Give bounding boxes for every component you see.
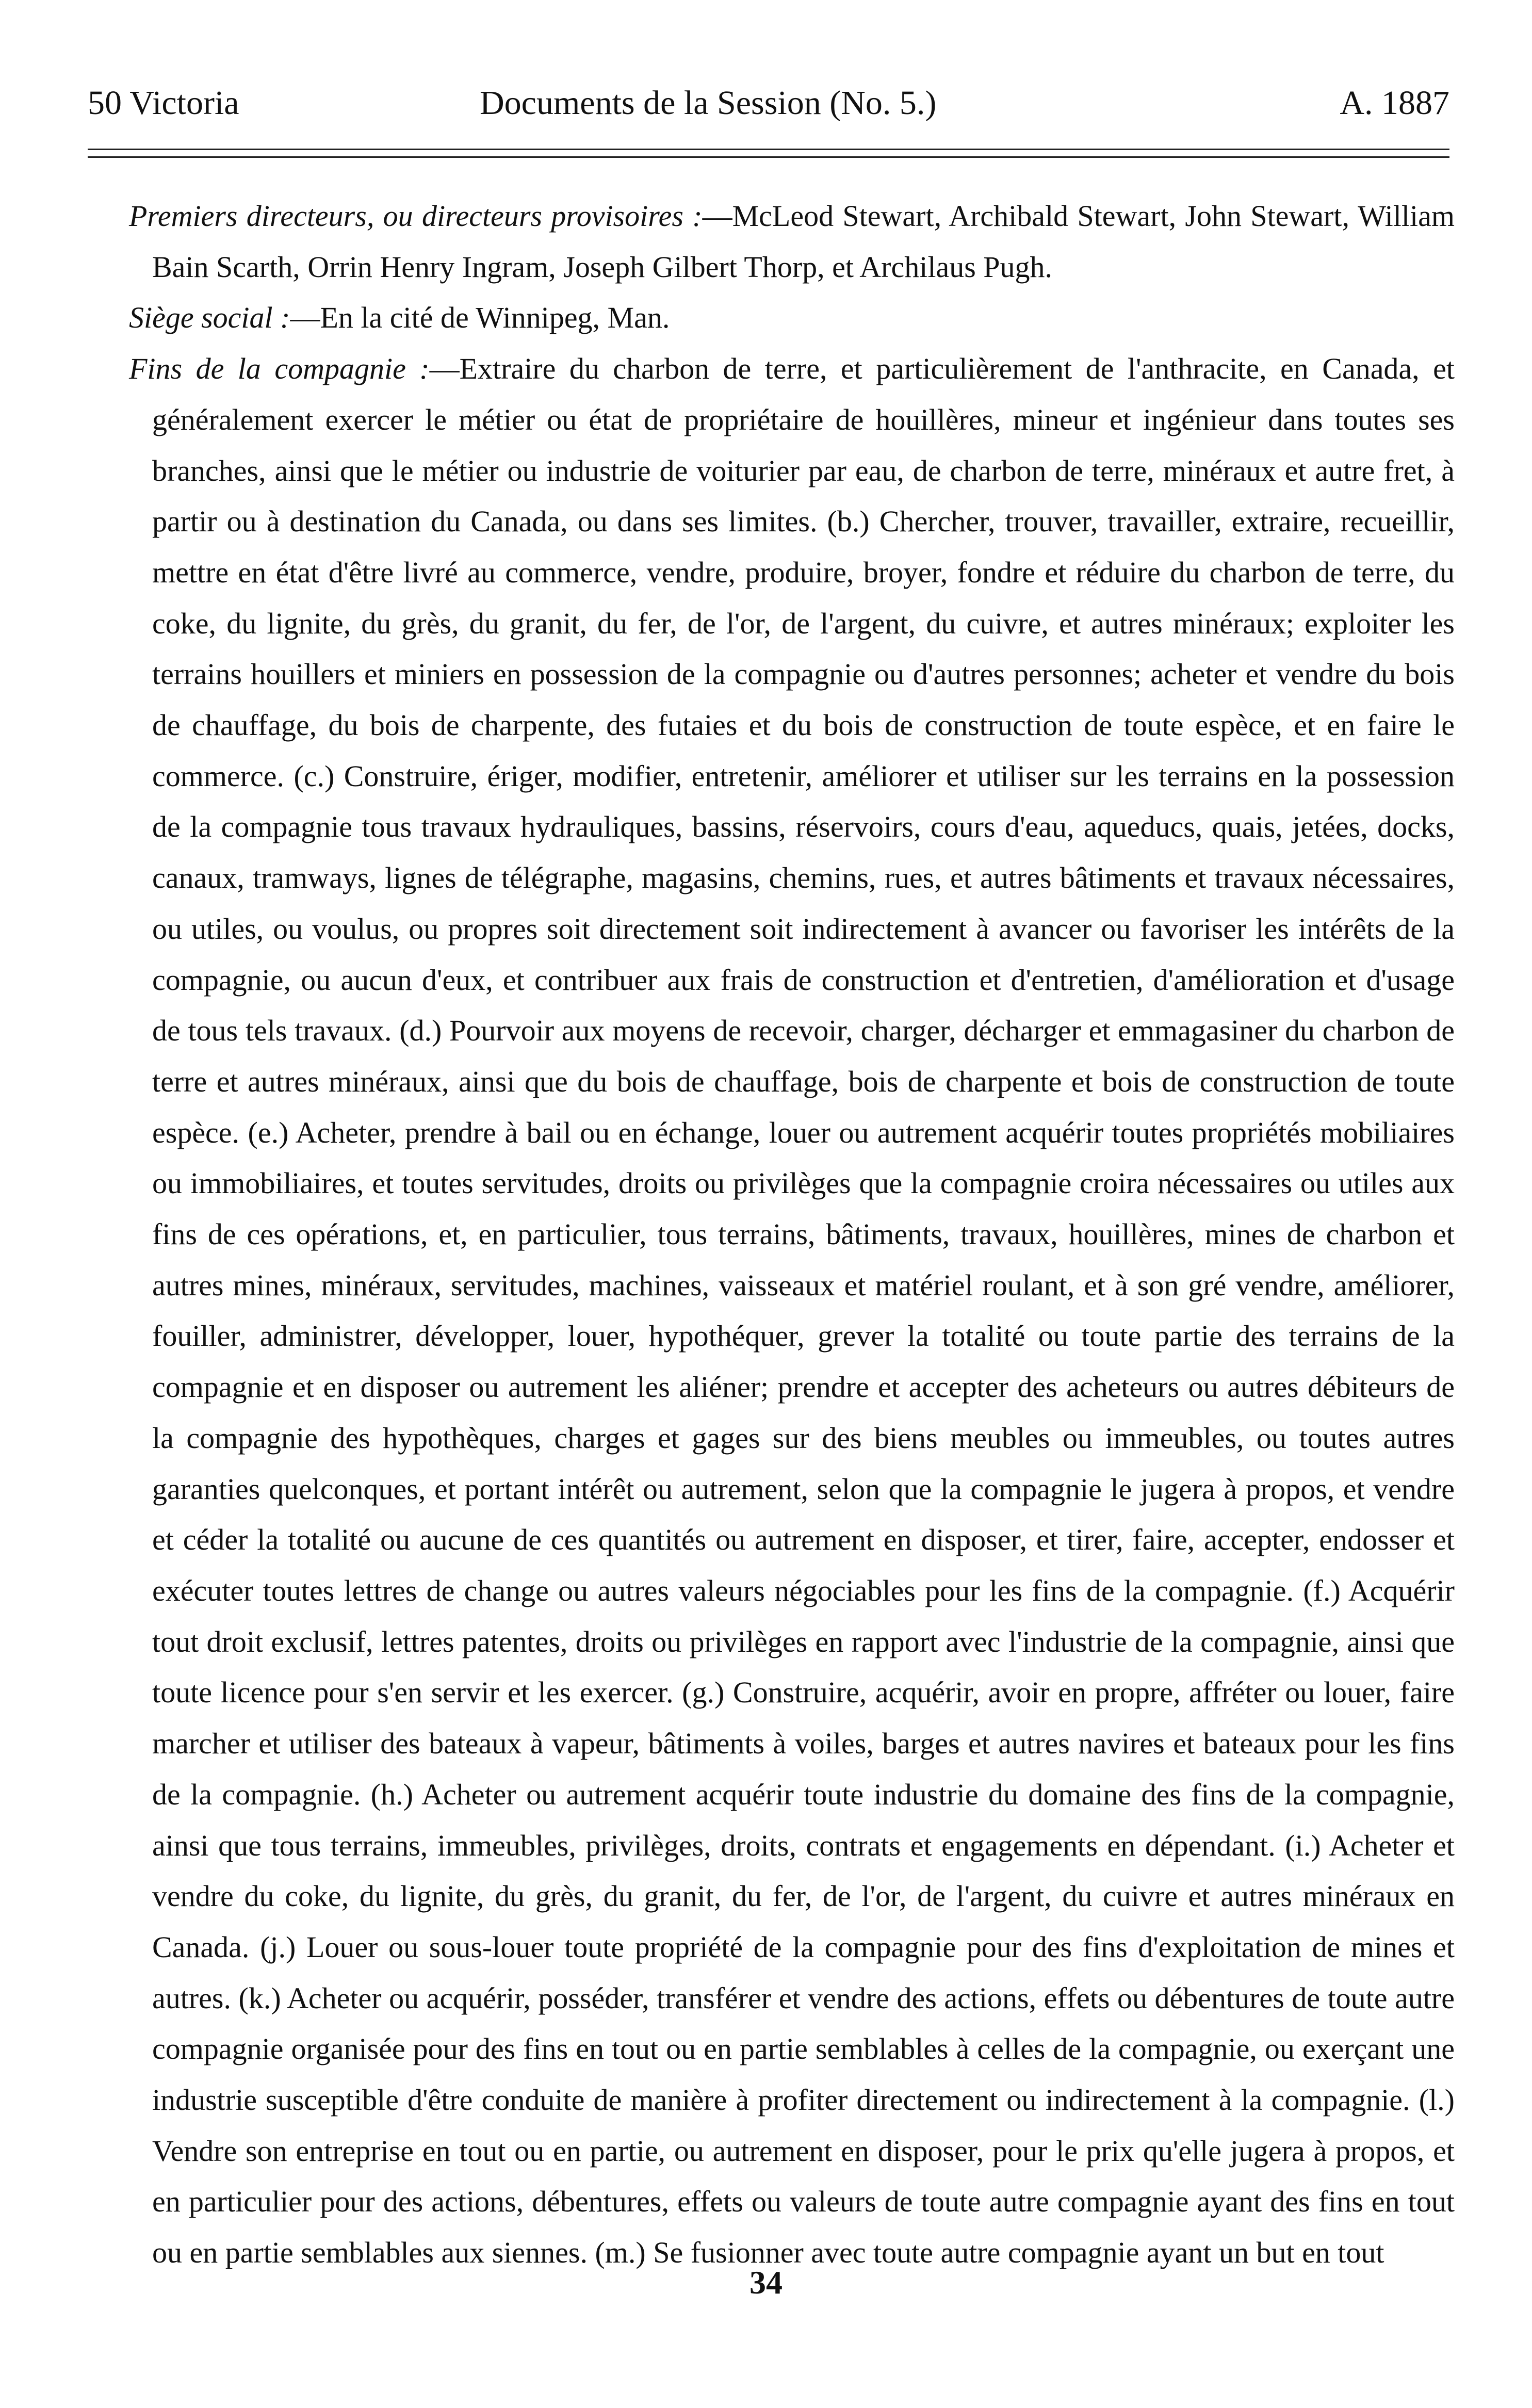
head-office-label: Siège social :	[129, 301, 290, 335]
header-year: A. 1887	[1340, 84, 1449, 122]
directors-paragraph	[129, 191, 1455, 292]
header-rule-top	[88, 149, 1449, 150]
head-office-paragraph	[129, 292, 1455, 344]
objects-label: Fins de la compagnie :	[129, 352, 430, 386]
header-volume: 50 Victoria	[88, 84, 239, 122]
header-title: Documents de la Session (No. 5.)	[480, 84, 937, 122]
directors-label: Premiers directeurs, ou directeurs provisoires :	[129, 199, 703, 233]
directors-text: —McLeod Stewart, Archibald Stewart, John Stewart, William Bain Scarth, Orrin Henry Ingram, Joseph Gilbert Thorp, et Archilaus Pugh.	[152, 199, 1455, 284]
objects-text: —Extraire du charbon de terre, et particulièrement de l'anthracite, en Canada, et généralement exercer le métier ou état de propriétaire de houillères, mineur et ingénieur dans toutes ses branches, ainsi que le métier ou industrie de voiturier par eau, de charbon de terre, minéraux et autre fret, à partir ou à destination du Canada, ou dans ses limites. (b.) Chercher, trouver, travailler, extraire, recueillir, mettre en état d'être livré au commerce, vendre, produire, broyer, fondre et réduire du charbon de terre, du coke, du lignite, du grès, du granit, du fer, de l'or, de l'argent, du cuivre, et autres minéraux; exploiter les terrains houillers et miniers en possession de la compagnie ou d'autres personnes; acheter et vendre du bois de chauffage, du bois de charpente, des futaies et du bois de construction de toute espèce, et en faire le commerce. (c.) Construire, ériger, modifier, entretenir, améliorer et utiliser sur les terrains en la possession de la compagnie tous travaux hydrauliques, bassins, réservoirs, cours d'eau, aqueducs, quais, jetées, docks, canaux, tramways, lignes de télégraphe, magasins, chemins, rues, et autres bâtiments et travaux nécessaires, ou utiles, ou voulus, ou propres soit directement soit indirectement à avancer ou favoriser les intérêts de la compagnie, ou aucun d'eux, et contribuer aux frais de construction et d'entretien, d'amélioration et d'usage de tous tels travaux. (d.) Pourvoir aux moyens de recevoir, charger, décharger et emmagasiner du charbon de terre et autres minéraux, ainsi que du bois de chauffage, bois de charpente et bois de construction de toute espèce. (e.) Acheter, prendre à bail ou en échange, louer ou autrement acquérir toutes propriétés mobiliaires ou immobiliaires, et toutes servitudes, droits ou privilèges que la compagnie croira nécessaires ou utiles aux fins de ces opérations, et, en particulier, tous terrains, bâtiments, travaux, houillères, mines de charbon et autres mines, minéraux, servitudes, machines, vaisseaux et matériel roulant, et à son gré vendre, améliorer, fouiller, administrer, développer, louer, hypothéquer, grever la totalité ou toute partie des terrains de la compagnie et en disposer ou autrement les aliéner; prendre et accepter des acheteurs ou autres débiteurs de la compagnie des hypothèques, charges et gages sur des biens meubles ou immeubles, ou toutes autres garanties quelconques, et portant intérêt ou autrement, selon que la compagnie le jugera à propos, et vendre et céder la totalité ou aucune de ces quantités ou autrement en disposer, et tirer, faire, accepter, endosser et exécuter toutes lettres de change ou autres valeurs négociables pour les fins de la compagnie. (f.) Acquérir tout droit exclusif, lettres patentes, droits ou privilèges en rapport avec l'industrie de la compagnie, ainsi que toute licence pour s'en servir et les exercer. (g.) Construire, acquérir, avoir en propre, affréter ou louer, faire marcher et utiliser des bateaux à vapeur, bâtiments à voiles, barges et autres navires et bateaux pour les fins de la compagnie. (h.) Acheter ou autrement acquérir toute industrie du domaine des fins de la compagnie, ainsi que tous terrains, immeubles, privilèges, droits, contrats et engagements en dépendant. (i.) Acheter et vendre du coke, du lignite, du grès, du granit, du fer, de l'or, de l'argent, du cuivre et autres minéraux en Canada. (j.) Louer ou sous-louer toute propriété de la compagnie pour des fins d'exploitation de mines et autres. (k.) Acheter ou acquérir, posséder, transférer et vendre des actions, effets ou débentures de toute autre compagnie organisée pour des fins en tout ou en partie semblables à celles de la compagnie, ou exerçant une industrie susceptible d'être conduite de manière à profiter directement ou indirectement à la compagnie. (l.) Vendre son entreprise en tout ou en partie, ou autrement en disposer, pour le prix qu'elle jugera à propos, et en particulier pour des actions, débentures, effets ou valeurs de toute autre compagnie ayant des fins en tout ou en partie semblables aux siennes. (m.) Se fusionner avec toute autre compagnie ayant un but en tout	[152, 352, 1455, 2270]
objects-paragraph	[129, 344, 1455, 2279]
page-number: 34	[749, 2264, 783, 2301]
header-rule-bottom	[88, 156, 1449, 158]
document-body	[129, 191, 1455, 2279]
page-header	[88, 77, 1449, 129]
head-office-text: —En la cité de Winnipeg, Man.	[290, 301, 670, 335]
